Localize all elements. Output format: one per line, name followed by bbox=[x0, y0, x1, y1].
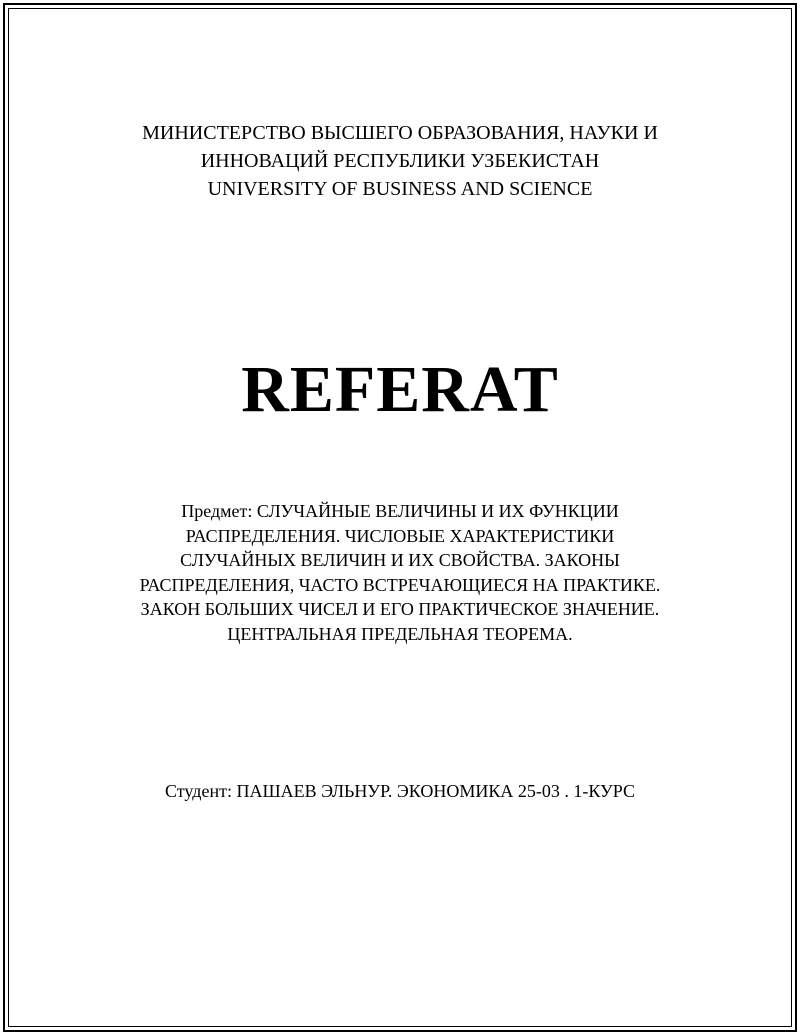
subject-line: СЛУЧАЙНЫХ ВЕЛИЧИН И ИХ СВОЙСТВА. ЗАКОНЫ bbox=[180, 550, 620, 570]
subject-line: ЗАКОН БОЛЬШИХ ЧИСЕЛ И ЕГО ПРАКТИЧЕСКОЕ ЗНАЧЕНИЕ. bbox=[140, 599, 660, 619]
subject-line: ЦЕНТРАЛЬНАЯ ПРЕДЕЛЬНАЯ ТЕОРЕМА. bbox=[227, 623, 573, 644]
subject-line: РАСПРЕДЕЛЕНИЯ, ЧАСТО ВСТРЕЧАЮЩИЕСЯ НА ПРАКТИКЕ. bbox=[139, 574, 661, 595]
header-line-ministry-2: ИННОВАЦИЙ РЕСПУБЛИКИ УЗБЕКИСТАН bbox=[200, 150, 600, 172]
institution-header bbox=[0, 119, 800, 203]
document-title: REFERAT bbox=[241, 353, 559, 426]
subject-block bbox=[0, 499, 800, 646]
student-info: Студент: ПАШАЕВ ЭЛЬНУР. ЭКОНОМИКА 25-03 . 1-КУРС bbox=[165, 781, 635, 801]
header-line-ministry-1: МИНИСТЕРСТВО ВЫСШЕГО ОБРАЗОВАНИЯ, НАУКИ И bbox=[142, 122, 658, 144]
subject-line: РАСПРЕДЕЛЕНИЯ. ЧИСЛОВЫЕ ХАРАКТЕРИСТИКИ bbox=[185, 525, 615, 546]
header-line-university: UNIVERSITY OF BUSINESS AND SCIENCE bbox=[207, 178, 593, 200]
subject-line: Предмет: СЛУЧАЙНЫЕ ВЕЛИЧИНЫ И ИХ ФУНКЦИИ bbox=[181, 501, 619, 521]
